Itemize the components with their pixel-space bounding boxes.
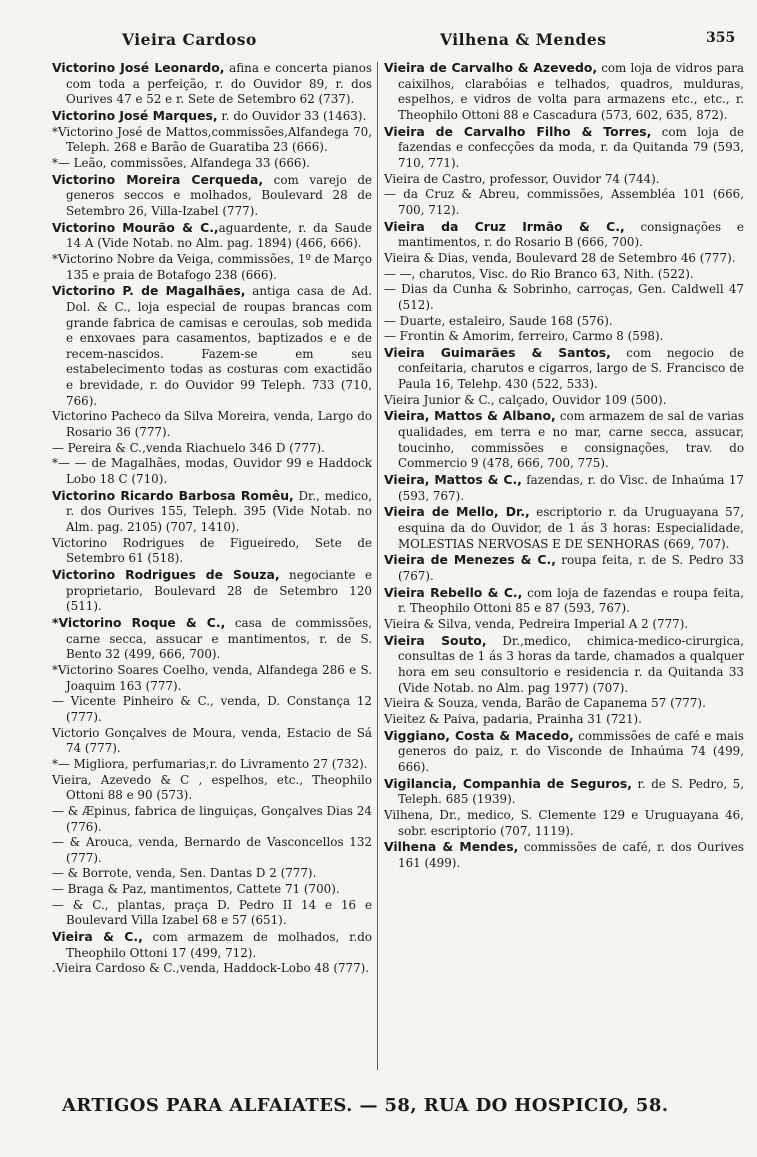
- directory-entry: [52, 536, 372, 567]
- entry-name: Vieira Rebello & C.,: [384, 584, 523, 600]
- entry-text: antiga casa de Ad. Dol. & C., loja especial de roupas brancas com grande fabrica de camisas e ceroulas, sob medida e enxovaes para casamentos, baptizados e e de recem-nascidos. Fazem-se em seu estabelecimento todas as costuras com exactidão e brevidade, r. do Ouvidor 99 Teleph. 733 (710, 766).: [66, 284, 373, 408]
- directory-entry: [384, 696, 744, 712]
- directory-entry: [384, 839, 744, 871]
- directory-entry: [52, 409, 372, 440]
- entry-name: Vieira da Cruz Irmão & C.,: [384, 218, 625, 234]
- entry-text: Vieira, Azevedo & C , espelhos, etc., Theophilo Ottoni 88 e 90 (573).: [52, 772, 372, 803]
- directory-entry: [384, 251, 744, 267]
- directory-entry: [384, 408, 744, 472]
- entry-name: Victorino José Leonardo,: [52, 60, 225, 75]
- directory-entry: [384, 219, 744, 251]
- entry-text: — Frontin & Amorim, ferreiro, Carmo 8 (598).: [384, 329, 664, 344]
- directory-entry: [52, 773, 372, 804]
- entry-text: com varejo de generos seccos e molhados, Boulevard 28 de Setembro 26, Villa-Izabel (777).: [66, 172, 372, 218]
- directory-entry: [52, 757, 372, 773]
- entry-text: commissões de café, r. dos Ourives 161 (499).: [398, 840, 744, 870]
- directory-entry: [52, 220, 372, 252]
- entry-text: roupa feita, r. de S. Pedro 33 (767).: [398, 553, 744, 583]
- directory-entry: [384, 776, 744, 808]
- directory-entry: [52, 694, 372, 725]
- entry-text: — Pereira & C.,venda Riachuelo 346 D (777).: [52, 440, 325, 455]
- entry-text: com loja de vidros para caixilhos, clarabóias e telhados, quadros, mulduras, espelhos, e vidros de volta para armazens etc., etc., r. Theophilo Ottoni 88 e Cascadura (573, 602, 635, 872).: [398, 61, 744, 122]
- entry-name: Vieira de Menezes & C.,: [384, 552, 556, 568]
- entry-text: — da Cruz & Abreu, commissões, Assembléa 101 (666, 700, 712).: [384, 187, 744, 217]
- directory-entry: [52, 252, 372, 283]
- entry-text: Vieira & Silva, venda, Pedreira Imperial A 2 (777).: [384, 616, 689, 631]
- entry-name: Viggiano, Costa & Macedo,: [384, 727, 574, 743]
- directory-entry: [384, 504, 744, 552]
- entry-text: casa de commissões, carne secca, assucar e mantimentos, r. de S. Bento 32 (499, 666, 700).: [66, 615, 372, 662]
- directory-entry: [52, 961, 372, 977]
- entry-text: .Vieira Cardoso & C.,venda, Haddock-Lobo 48 (777).: [52, 961, 370, 976]
- directory-entry: [52, 488, 372, 536]
- entry-text: *Victorino Soares Coelho, venda, Alfandega 286 e S. Joaquim 163 (777).: [52, 662, 372, 693]
- footer-advertisement: ARTIGOS PARA ALFAIATES. — 58, RUA DO HOSPICIO, 58.: [62, 1095, 669, 1116]
- directory-entry: [52, 866, 372, 882]
- entry-name: Victorino Mourão & C.,: [52, 219, 219, 235]
- entry-name: Victorino P. de Magalhães,: [52, 283, 246, 299]
- directory-columns: [52, 60, 745, 1075]
- entry-text: *Victorino José de Mattos,commissões,Alfandega 70, Teleph. 268 e Barão de Guaratiba 23 (666).: [52, 124, 372, 155]
- directory-entry: [52, 882, 372, 898]
- directory-entry: [384, 472, 744, 504]
- entry-name: Victorino Rodrigues de Souza,: [52, 567, 280, 582]
- entry-text: Vieira de Castro, professor, Ouvidor 74 (744).: [384, 171, 660, 186]
- directory-entry: [384, 314, 744, 330]
- entry-text: Vieira Junior & C., calçado, Ouvidor 109 (500).: [384, 392, 667, 407]
- entry-name: Vieira, Mattos & C.,: [384, 472, 522, 488]
- directory-entry: [384, 393, 744, 409]
- entry-text: r. de S. Pedro, 5, Teleph. 685 (1939).: [398, 776, 744, 807]
- entry-text: *— Migliora, perfumarias,r. do Livramento 27 (732).: [52, 756, 368, 771]
- directory-entry: [52, 804, 372, 835]
- directory-entry: [52, 108, 372, 125]
- directory-entry: [384, 345, 744, 393]
- directory-entry: [384, 552, 744, 584]
- page-header: [0, 30, 757, 52]
- entry-text: Dr., medico, r. dos Ourives 155, Teleph. 395 (Vide Notab. no Alm. pag. 2105) (707, 1410).: [66, 488, 372, 535]
- page-number: 355: [706, 30, 736, 46]
- directory-entry: [384, 728, 744, 776]
- left-column: [52, 60, 372, 977]
- entry-text: fazendas, r. do Visc. de Inhaúma 17 (593, 767).: [398, 473, 744, 503]
- directory-entry: [384, 808, 744, 839]
- entry-name: *Victorino Roque & C.,: [52, 614, 226, 630]
- entry-text: com armazem de molhados, r.do Theophilo Ottoni 17 (499, 712).: [66, 930, 372, 960]
- directory-entry: [52, 663, 372, 694]
- directory-entry: [52, 456, 372, 487]
- entry-name: Vieira Souto,: [384, 632, 487, 648]
- entry-text: — Duarte, estaleiro, Saude 168 (576).: [384, 313, 613, 328]
- directory-entry: [52, 60, 372, 108]
- entry-text: *— Leão, commissões, Alfandega 33 (666).: [52, 155, 310, 170]
- entry-text: escriptorio r. da Uruguayana 57, esquina da do Ouvidor, de 1 ás 3 horas: Especialidade, MOLESTIAS NERVOSAS E DE SENHORAS (669, 707).: [398, 505, 744, 551]
- directory-entry: [384, 585, 744, 617]
- entry-name: Vieira, Mattos & Albano,: [384, 408, 556, 424]
- entry-text: com loja de fazendas e confecções da moda, r. da Quitanda 79 (593, 710, 771).: [398, 124, 744, 170]
- entry-text: Victorino Pacheco da Silva Moreira, venda, Largo do Rosario 36 (777).: [52, 409, 372, 440]
- entry-text: afina e concerta pianos com toda a perfeição, r. do Ouvidor 89, r. dos Ourives 47 e 52 e r. Sete de Setembro 62 (737).: [66, 61, 372, 107]
- entry-text: Victorino Rodrigues de Figueiredo, Sete de Setembro 61 (518).: [52, 535, 372, 566]
- entry-text: Victorio Gonçalves de Moura, venda, Estacio de Sá 74 (777).: [52, 725, 372, 756]
- directory-entry: [52, 567, 372, 615]
- directory-entry: [52, 726, 372, 757]
- directory-entry: [52, 283, 372, 409]
- entry-text: Vieitez & Paiva, padaria, Prainha 31 (721).: [384, 711, 642, 726]
- directory-entry: [384, 267, 744, 283]
- entry-text: — —, charutos, Visc. do Rio Branco 63, Nith. (522).: [384, 266, 694, 281]
- entry-text: Vieira & Dias, venda, Boulevard 28 de Setembro 46 (777).: [384, 250, 736, 265]
- entry-name: Vigilancia, Companhia de Seguros,: [384, 775, 632, 791]
- entry-text: — & Arouca, venda, Bernardo de Vasconcellos 132 (777).: [52, 835, 372, 865]
- directory-entry: [52, 156, 372, 172]
- entry-name: Victorino Moreira Cerqueda,: [52, 171, 264, 187]
- entry-text: — Dias da Cunha & Sobrinho, carroças, Gen. Caldwell 47 (512).: [384, 282, 744, 312]
- entry-text: commissões de café e mais generos do paiz, r. do Visconde de Inhaúma 74 (499, 666).: [398, 728, 744, 774]
- entry-name: Vieira Guimarães & Santos,: [384, 344, 611, 360]
- directory-entry: [384, 60, 744, 124]
- entry-text: — & Borrote, venda, Sen. Dantas D 2 (777).: [52, 866, 317, 881]
- entry-text: com loja de fazendas e roupa feita, r. Theophilo Ottoni 85 e 87 (593, 767).: [398, 585, 744, 616]
- header-left-catchword: Vieira Cardoso: [122, 30, 257, 49]
- entry-name: Vieira de Carvalho & Azevedo,: [384, 60, 598, 75]
- directory-entry: [384, 617, 744, 633]
- entry-text: — & Æpinus, fabrica de linguiças, Gonçalves Dias 24 (776).: [52, 803, 372, 834]
- directory-entry: [52, 835, 372, 866]
- directory-entry: [52, 898, 372, 929]
- directory-entry: [384, 187, 744, 218]
- entry-name: Vilhena & Mendes,: [384, 839, 519, 855]
- directory-entry: [52, 929, 372, 961]
- entry-text: — Braga & Paz, mantimentos, Cattete 71 (700).: [52, 882, 340, 897]
- entry-text: r. do Ouvidor 33 (1463).: [217, 108, 367, 123]
- directory-entry: [52, 615, 372, 663]
- entry-text: *Victorino Nobre da Veiga, commissões, 1º de Março 135 e praia de Botafogo 238 (666).: [52, 251, 372, 282]
- entry-text: com armazem de sal de varias qualidades, em terra e no mar, carne secca, assucar, toucinho, commissões e consignações, trav. do Commercio 9 (478, 666, 700, 775).: [398, 409, 744, 471]
- directory-entry: [52, 441, 372, 457]
- directory-entry: [384, 172, 744, 188]
- directory-entry: [384, 712, 744, 728]
- directory-entry: [384, 124, 744, 172]
- entry-text: aguardente, r. da Saude 14 A (Vide Notab. no Alm. pag. 1894) (466, 666).: [66, 220, 372, 251]
- entry-text: Dr.,medico, chimica-medico-cirurgica, consultas de 1 ás 3 horas da tarde, chamados a qualquer hora em seu consultorio e residencia r. da Quitanda 33 (Vide Notab. no Alm. pag 1977) (707).: [398, 633, 744, 695]
- entry-name: Victorino José Marques,: [52, 107, 218, 123]
- entry-text: Vieira & Souza, venda, Barão de Capanema 57 (777).: [384, 696, 706, 711]
- directory-entry: [52, 125, 372, 156]
- entry-name: Vieira & C.,: [52, 929, 143, 945]
- entry-text: com negocio de confeitaria, charutos e cigarros, largo de S. Francisco de Paula 16, Telehp. 430 (522, 533).: [398, 345, 745, 392]
- entry-text: consignações e mantimentos, r. do Rosario B (666, 700).: [398, 219, 744, 250]
- entry-text: — Vicente Pinheiro & C., venda, D. Constança 12 (777).: [52, 694, 372, 724]
- directory-entry: [384, 282, 744, 313]
- directory-entry: [52, 172, 372, 220]
- entry-name: Victorino Ricardo Barbosa Romêu,: [52, 487, 294, 503]
- entry-name: Vieira de Mello, Dr.,: [384, 504, 530, 520]
- directory-entry: [384, 633, 744, 697]
- entry-name: Vieira de Carvalho Filho & Torres,: [384, 123, 652, 139]
- entry-text: *— — de Magalhães, modas, Ouvidor 99 e Haddock Lobo 18 C (710).: [52, 456, 372, 487]
- directory-entry: [384, 329, 744, 345]
- entry-text: — & C., plantas, praça D. Pedro II 14 e 16 e Boulevard Villa Izabel 68 e 57 (651).: [52, 897, 372, 928]
- right-column: [384, 60, 744, 871]
- header-right-catchword: Vilhena & Mendes: [440, 30, 607, 49]
- entry-text: negociante e proprietario, Boulevard 28 de Setembro 120 (511).: [66, 568, 373, 614]
- entry-text: Vilhena, Dr., medico, S. Clemente 129 e Uruguayana 46, sobr. escriptorio (707, 1119).: [384, 807, 744, 838]
